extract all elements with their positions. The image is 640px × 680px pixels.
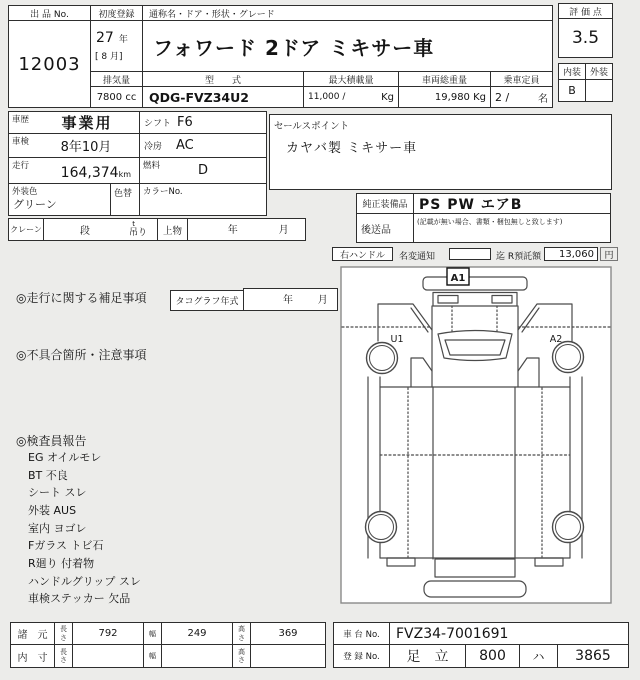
sales-point-label: セールスポイント <box>274 121 350 132</box>
height-label-text: 高さ <box>238 647 245 664</box>
body-value-cell <box>187 218 306 241</box>
inspector-item: ハンドルグリップ スレ <box>28 575 141 588</box>
inspector-item: 車検ステッカー 欠品 <box>28 592 131 605</box>
shift-cell <box>139 111 267 134</box>
chassis-no-value: FVZ34-7001691 <box>389 622 629 645</box>
capacity-value <box>490 86 553 108</box>
inspector-item: Fガラス トビ石 <box>28 539 104 552</box>
interior-header: 内装 <box>558 63 586 80</box>
inspector-item: R廻り 付着物 <box>28 557 95 570</box>
crane-tsuri-label: 吊り <box>128 228 147 238</box>
chassis-no-label: 車 台 No. <box>333 622 390 645</box>
history-cell <box>8 111 140 134</box>
lot-number: 12003 <box>8 20 91 108</box>
equipment-value: PS PW エアB <box>413 193 611 214</box>
vehicle-name-header: 通称名・ドア・形状・グレード <box>142 5 553 21</box>
max-load-header: 最大積載量 <box>303 71 399 87</box>
crane-label-cell: クレーン <box>8 218 44 241</box>
later-items-label-cell: 後送品 <box>356 213 414 243</box>
spec-row-label: 諸 元 <box>10 622 55 645</box>
exterior-score <box>585 79 613 102</box>
inner-row-label: 内 寸 <box>10 644 55 668</box>
color-label: 外装色 <box>12 187 38 197</box>
ac-cell <box>139 133 267 158</box>
sales-point-box <box>269 114 612 190</box>
inspector-item: BT 不良 <box>28 469 68 482</box>
tachograph-year-label: 年 <box>283 295 294 306</box>
history-value: 事業用 <box>61 114 113 132</box>
registration-area: 足 立 <box>389 644 466 668</box>
length-label-text: 長さ <box>60 625 67 642</box>
later-items-value-cell <box>413 213 611 243</box>
inner-length-label <box>54 644 73 668</box>
interior-score: B <box>558 79 586 102</box>
tachograph-month-label: 月 <box>317 295 328 306</box>
length-label-text: 長さ <box>60 647 67 664</box>
first-reg-year: 27 <box>96 30 114 46</box>
gross-weight-header: 車両総重量 <box>398 71 491 87</box>
height-label-text: 高さ <box>238 625 245 642</box>
later-items-note: (記載が無い場合、書類・梱包無しと致します) <box>417 218 563 226</box>
recolor-label: 色替 <box>114 189 133 199</box>
mileage-label: 走行 <box>12 161 30 171</box>
first-registration <box>90 20 143 72</box>
inspector-item: 外装 AUS <box>28 504 77 517</box>
gross-weight-value: 19,980 Kg <box>398 86 491 108</box>
color-no-cell <box>139 183 267 216</box>
spec-height-value: 369 <box>250 622 326 645</box>
ac-label: 冷房 <box>144 142 163 152</box>
history-label: 車歴 <box>12 115 30 125</box>
registration-class: 800 <box>465 644 520 668</box>
inner-length-value <box>72 644 144 668</box>
vehicle-name: フォワード 2ドア ミキサー車 <box>142 20 553 72</box>
inspection-label: 車検 <box>12 137 30 147</box>
damage-marker-u1: U1 <box>390 334 404 345</box>
recolor-cell <box>110 183 140 216</box>
color-value: グリーン <box>13 198 57 211</box>
sales-point-text: カヤバ製 ミキサー車 <box>286 141 418 156</box>
fuel-value: D <box>197 163 208 178</box>
first-reg-month: [ 8 月] <box>95 52 123 62</box>
body-month-label: 月 <box>278 225 289 236</box>
inspector-heading: ◎検査員報告 <box>16 434 87 448</box>
spec-width-label: 幅 <box>143 622 162 645</box>
fuel-cell <box>139 157 267 184</box>
lot-number-header: 出 品 No. <box>8 5 91 21</box>
deposit-yen-label: 円 <box>600 247 618 261</box>
tachograph-label-cell: タコグラフ年式 <box>170 290 244 311</box>
capacity-number: 2 / <box>495 90 510 104</box>
displacement-value: 7800 cc <box>90 86 143 108</box>
capacity-unit: 名 <box>538 93 548 105</box>
name-change-box <box>449 248 491 260</box>
tachograph-value-cell <box>243 288 338 311</box>
displacement-header: 排気量 <box>90 71 143 87</box>
spec-height-label <box>232 622 251 645</box>
body-year-label: 年 <box>227 225 238 236</box>
capacity-header: 乗車定員 <box>490 71 553 87</box>
max-load-number: 11,000 / <box>308 92 346 102</box>
mileage-note-heading: ◎走行に関する補足事項 <box>16 291 147 305</box>
mileage-value: 164,374 <box>60 165 119 181</box>
model-code-header: 型 式 <box>142 71 304 87</box>
deposit-label: 迄 R預託額 <box>496 252 542 262</box>
crane-value-cell <box>43 218 158 241</box>
registration-no-label: 登 録 No. <box>333 644 390 668</box>
inspection-value: 8年10月 <box>60 140 112 155</box>
max-load-value <box>303 86 399 108</box>
spec-length-label <box>54 622 73 645</box>
equipment-label-cell: 純正装備品 <box>356 193 414 214</box>
damage-marker-a1: A1 <box>450 273 466 284</box>
name-change-label: 名変通知 <box>399 252 436 262</box>
inner-width-value <box>161 644 233 668</box>
registration-kana: ハ <box>519 644 558 668</box>
color-cell <box>8 183 111 216</box>
inner-width-label: 幅 <box>143 644 162 668</box>
inspection-cell <box>8 133 140 158</box>
crane-t-label: t <box>132 220 135 228</box>
shift-label: シフト <box>144 119 172 129</box>
first-reg-year-suffix: 年 <box>118 35 128 45</box>
handle-badge: 右ハンドル <box>332 247 393 261</box>
inspector-item: シート スレ <box>28 486 87 499</box>
spec-width-value: 249 <box>161 622 233 645</box>
score-value: 3.5 <box>558 18 613 58</box>
score-header: 評 価 点 <box>558 3 613 19</box>
vehicle-diagram <box>336 262 617 609</box>
mileage-unit: km <box>118 170 131 179</box>
damage-marker-a2: A2 <box>549 334 563 345</box>
shift-value: F6 <box>177 115 193 130</box>
spec-length-value: 792 <box>72 622 144 645</box>
ac-value: AC <box>176 138 194 153</box>
color-no-label: カラーNo. <box>143 187 183 197</box>
registration-number: 3865 <box>557 644 629 668</box>
exterior-header: 外装 <box>585 63 613 80</box>
fuel-label: 燃料 <box>143 161 161 171</box>
body-label-cell: 上物 <box>157 218 188 241</box>
model-code: QDG-FVZ34U2 <box>142 86 304 108</box>
crane-dan-label: 段 <box>80 226 90 237</box>
inspector-item: EG オイルモレ <box>28 451 102 464</box>
first-registration-header: 初度登録 <box>90 5 143 21</box>
deposit-amount: 13,060 <box>544 247 598 261</box>
defects-heading: ◎不具合箇所・注意事項 <box>16 348 147 362</box>
inner-height-label <box>232 644 251 668</box>
inspector-item: 室内 ヨゴレ <box>28 522 87 535</box>
mileage-cell <box>8 157 140 184</box>
max-load-unit: Kg <box>381 91 394 103</box>
inner-height-value <box>250 644 326 668</box>
